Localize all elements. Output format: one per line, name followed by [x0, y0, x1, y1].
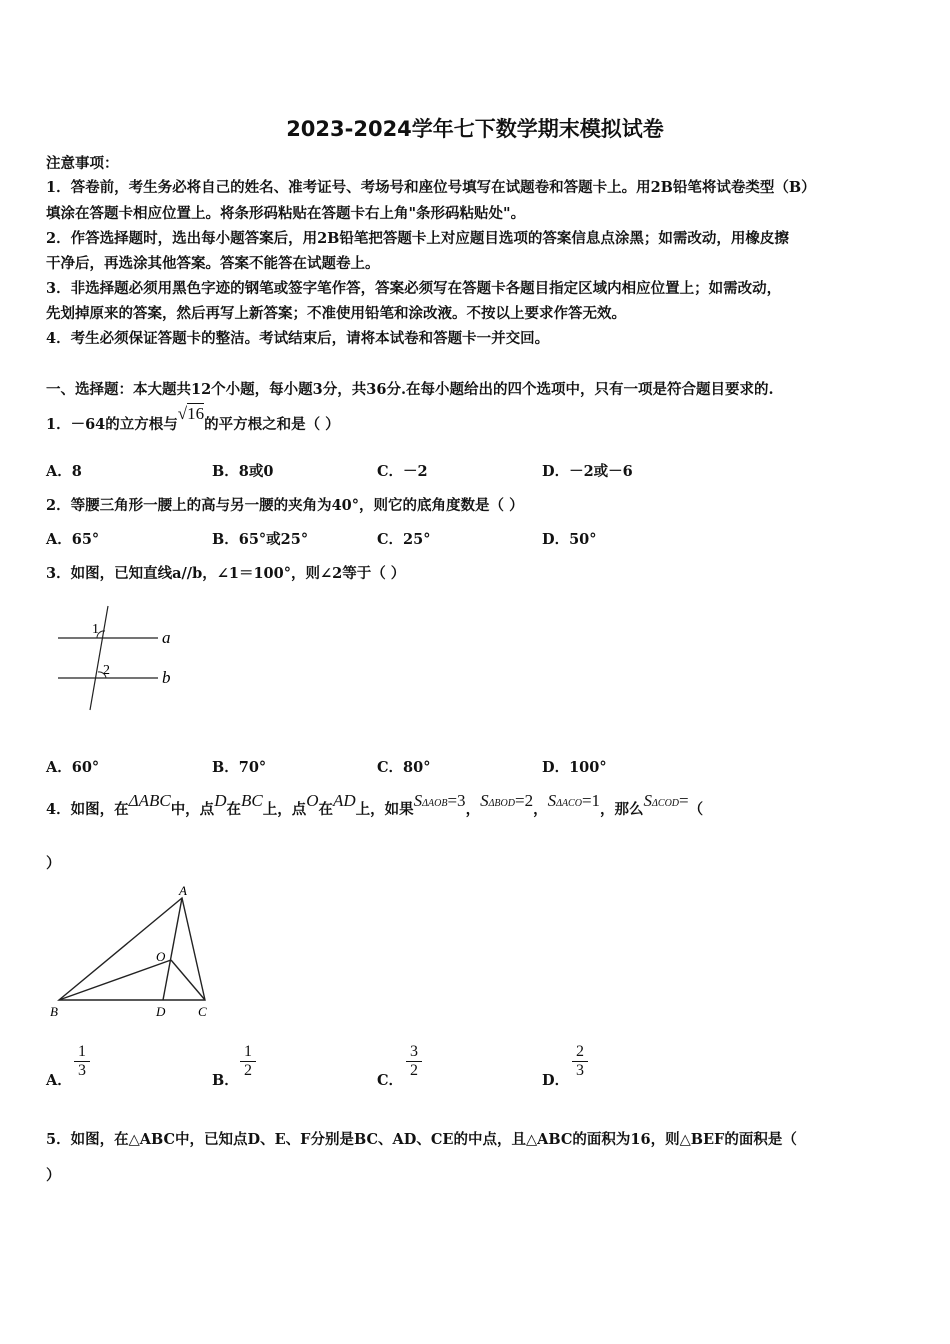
area-symbol: S: [480, 791, 489, 810]
triangle-figure: [45, 880, 225, 1025]
q2-option-b: B．65°或25°: [212, 531, 309, 548]
numerator: 1: [240, 1043, 256, 1062]
area-symbol: S: [547, 791, 557, 810]
q4-option-b-label: B．: [212, 1072, 239, 1089]
area-subscript: ΔAOB: [422, 798, 448, 809]
area-subscript: ΔACO: [556, 798, 582, 809]
q4-text: 中，点: [170, 801, 215, 818]
area-value: =1: [581, 791, 601, 810]
q4-option-c-label: C．: [377, 1072, 404, 1089]
q2-option-d: D．50°: [542, 531, 597, 548]
denominator: 3: [78, 1062, 86, 1079]
q3-option-d: D．100°: [542, 759, 607, 776]
label-o: O: [156, 949, 166, 964]
notice-line: 先划掉原来的答案，然后再写上新答案；不准使用铅笔和涂改液。不按以上要求作答无效。: [46, 305, 626, 322]
label-c: C: [198, 1004, 207, 1019]
notice-line: 1．答卷前，考生务必将自己的姓名、准考证号、考场号和座位号填写在试题卷和答题卡上。用2B铅笔将试卷类型（B）: [46, 179, 816, 196]
sqrt-symbol: √16: [177, 404, 205, 423]
numerator: 3: [406, 1043, 422, 1062]
q4-text: 4．如图，在: [46, 801, 129, 818]
q1-option-a: A．8: [46, 463, 82, 480]
question-4: [46, 791, 704, 819]
q4-option-d-fraction: [572, 1043, 588, 1080]
label-b: b: [162, 668, 171, 687]
notice-line: 2．作答选择题时，选出每小题答案后，用2B铅笔把答题卡上对应题目选项的答案信息点涂黑；如需改动，用橡皮擦: [46, 230, 789, 247]
q2-option-a: A．65°: [46, 531, 100, 548]
q4-option-c-fraction: [406, 1043, 422, 1080]
q4-text: （: [688, 801, 704, 818]
segment-ad: [163, 898, 182, 1000]
math-point-o: O: [306, 791, 319, 810]
notice-line: 3．非选择题必须用黑色字迹的钢笔或签字笔作答，答案必须写在答题卡各题目指定区域内相应位置上；如需改动，: [46, 280, 782, 297]
section-heading: 一、选择题：本大题共12个小题，每小题3分，共36分.在每小题给出的四个选项中，只有一项是符合题目要求的.: [46, 381, 774, 398]
q3-option-c: C．80°: [377, 759, 431, 776]
q4-comma: ，: [533, 801, 548, 818]
q4-option-d-label: D．: [542, 1072, 570, 1089]
notice-heading: 注意事项：: [46, 155, 119, 172]
label-angle-1: 1: [92, 622, 99, 637]
q4-close-paren: ）: [46, 855, 61, 872]
denominator: 2: [244, 1062, 252, 1079]
area-value: =2: [514, 791, 534, 810]
q4-text: 在: [318, 801, 333, 818]
parallel-lines-figure: [50, 600, 190, 715]
sqrt-radicand: 16: [187, 404, 205, 423]
math-point-d: D: [214, 791, 227, 810]
area-symbol: S: [643, 791, 653, 810]
q1-text-post: 的平方根之和是（ ）: [204, 416, 340, 433]
q3-option-a: A．60°: [46, 759, 100, 776]
numerator: 1: [74, 1043, 90, 1062]
question-1: [46, 404, 340, 434]
q2-option-c: C．25°: [377, 531, 431, 548]
denominator: 2: [410, 1062, 418, 1079]
area-equals: =: [679, 791, 689, 810]
q3-option-b: B．70°: [212, 759, 267, 776]
question-3: 3．如图，已知直线a//b，∠1＝100°，则∠2等于（ ）: [46, 565, 406, 582]
q4-text: 在: [226, 801, 241, 818]
triangle-abc: [59, 898, 205, 1000]
area-value: =3: [447, 791, 466, 810]
area-cod: [644, 793, 689, 810]
segment-bo: [59, 960, 171, 1000]
notice-line: 填涂在答题卡相应位置上。将条形码粘贴在答题卡右上角"条形码粘贴处"。: [46, 205, 526, 222]
q1-text-pre: 1．－64的立方根与: [46, 416, 178, 433]
area-symbol: S: [413, 791, 423, 810]
page-title: 2023-2024学年七下数学期末模拟试卷: [286, 117, 664, 141]
q4-text: 上，如果: [355, 801, 414, 818]
label-angle-2: 2: [103, 663, 110, 678]
q4-option-a-label: A．: [46, 1072, 72, 1089]
label-b: B: [50, 1004, 58, 1019]
math-segment-ad: AD: [332, 791, 356, 810]
math-triangle-abc: ΔABC: [128, 791, 171, 810]
area-bod: [480, 793, 533, 810]
question-2: 2．等腰三角形一腰上的高与另一腰的夹角为40°，则它的底角度数是（ ）: [46, 497, 524, 514]
q5-close-paren: ）: [46, 1167, 61, 1184]
area-aco: [548, 793, 600, 810]
denominator: 3: [576, 1062, 584, 1079]
label-a: a: [162, 628, 171, 647]
notice-line: 干净后，再选涂其他答案。答案不能答在试题卷上。: [46, 255, 380, 272]
math-segment-bc: BC: [240, 791, 263, 810]
q4-option-b-fraction: [240, 1043, 256, 1080]
q1-option-c: C．－2: [377, 463, 428, 480]
q4-comma: ，: [465, 801, 481, 818]
label-a: A: [179, 883, 187, 898]
q1-option-d: D．－2或－6: [542, 463, 633, 480]
q4-option-a-fraction: [74, 1043, 90, 1080]
notice-line: 4．考生必须保证答题卡的整洁。考试结束后，请将本试卷和答题卡一并交回。: [46, 330, 550, 347]
q4-text: 上，点: [262, 801, 307, 818]
q4-text: ，那么: [600, 801, 644, 818]
q1-option-b: B．8或0: [212, 463, 274, 480]
label-d: D: [156, 1004, 166, 1019]
area-subscript: ΔBOD: [488, 798, 515, 809]
area-aob: [414, 793, 466, 810]
question-5: 5．如图，在△ABC中，已知点D、E、F分别是BC、AD、CE的中点，且△ABC的面积为16，则△BEF的面积是（: [46, 1131, 797, 1148]
numerator: 2: [572, 1043, 588, 1062]
area-subscript: ΔCOD: [652, 798, 680, 809]
